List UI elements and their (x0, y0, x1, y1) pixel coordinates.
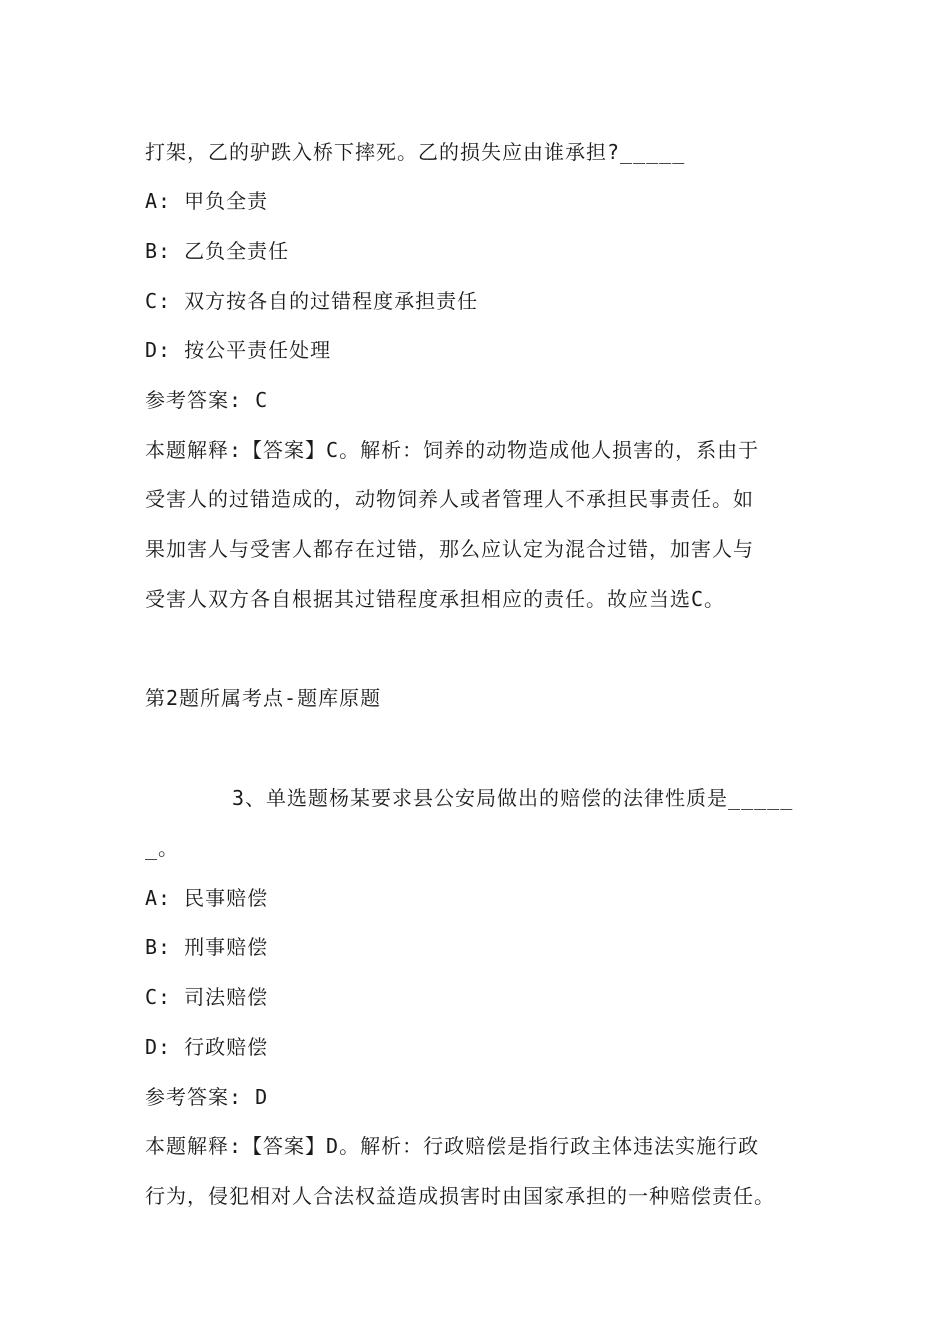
question-2-option-d: D: 按公平责任处理 (145, 338, 332, 362)
question-3-answer: 参考答案: D (145, 1085, 269, 1109)
question-2-option-a: A: 甲负全责 (145, 189, 269, 213)
question-3-stem-line-2: _。 (145, 836, 180, 860)
question-2-answer: 参考答案: C (145, 388, 269, 412)
question-3-option-d: D: 行政赔偿 (145, 1035, 269, 1059)
question-3-option-a: A: 民事赔偿 (145, 886, 269, 910)
question-3-option-b: B: 刑事赔偿 (145, 935, 269, 959)
question-2-explanation-line-1: 本题解释:【答案】C。解析：饲养的动物造成他人损害的，系由于 (145, 438, 760, 462)
question-2-explanation-line-2: 受害人的过错造成的，动物饲养人或者管理人不承担民事责任。如 (145, 487, 754, 511)
question-2-option-b: B: 乙负全责任 (145, 239, 290, 263)
question-2-stem-end: 打架，乙的驴跌入桥下摔死。乙的损失应由谁承担?_____ (145, 140, 686, 164)
question-3-explanation-line-2: 行为，侵犯相对人合法权益造成损害时由国家承担的一种赔偿责任。 (145, 1184, 775, 1208)
question-2-explanation-line-4: 受害人双方各自根据其过错程度承担相应的责任。故应当选C。 (145, 587, 726, 611)
question-3-option-c: C: 司法赔偿 (145, 985, 269, 1009)
question-2-explanation-line-3: 果加害人与受害人都存在过错，那么应认定为混合过错，加害人与 (145, 537, 754, 561)
question-2-option-c: C: 双方按各自的过错程度承担责任 (145, 289, 479, 313)
question-3-explanation-line-1: 本题解释:【答案】D。解析：行政赔偿是指行政主体违法实施行政 (145, 1134, 760, 1158)
question-2-topic: 第2题所属考点-题库原题 (145, 686, 382, 710)
question-3-stem-line-1: 3、单选题杨某要求县公安局做出的赔偿的法律性质是_____ (232, 786, 794, 810)
